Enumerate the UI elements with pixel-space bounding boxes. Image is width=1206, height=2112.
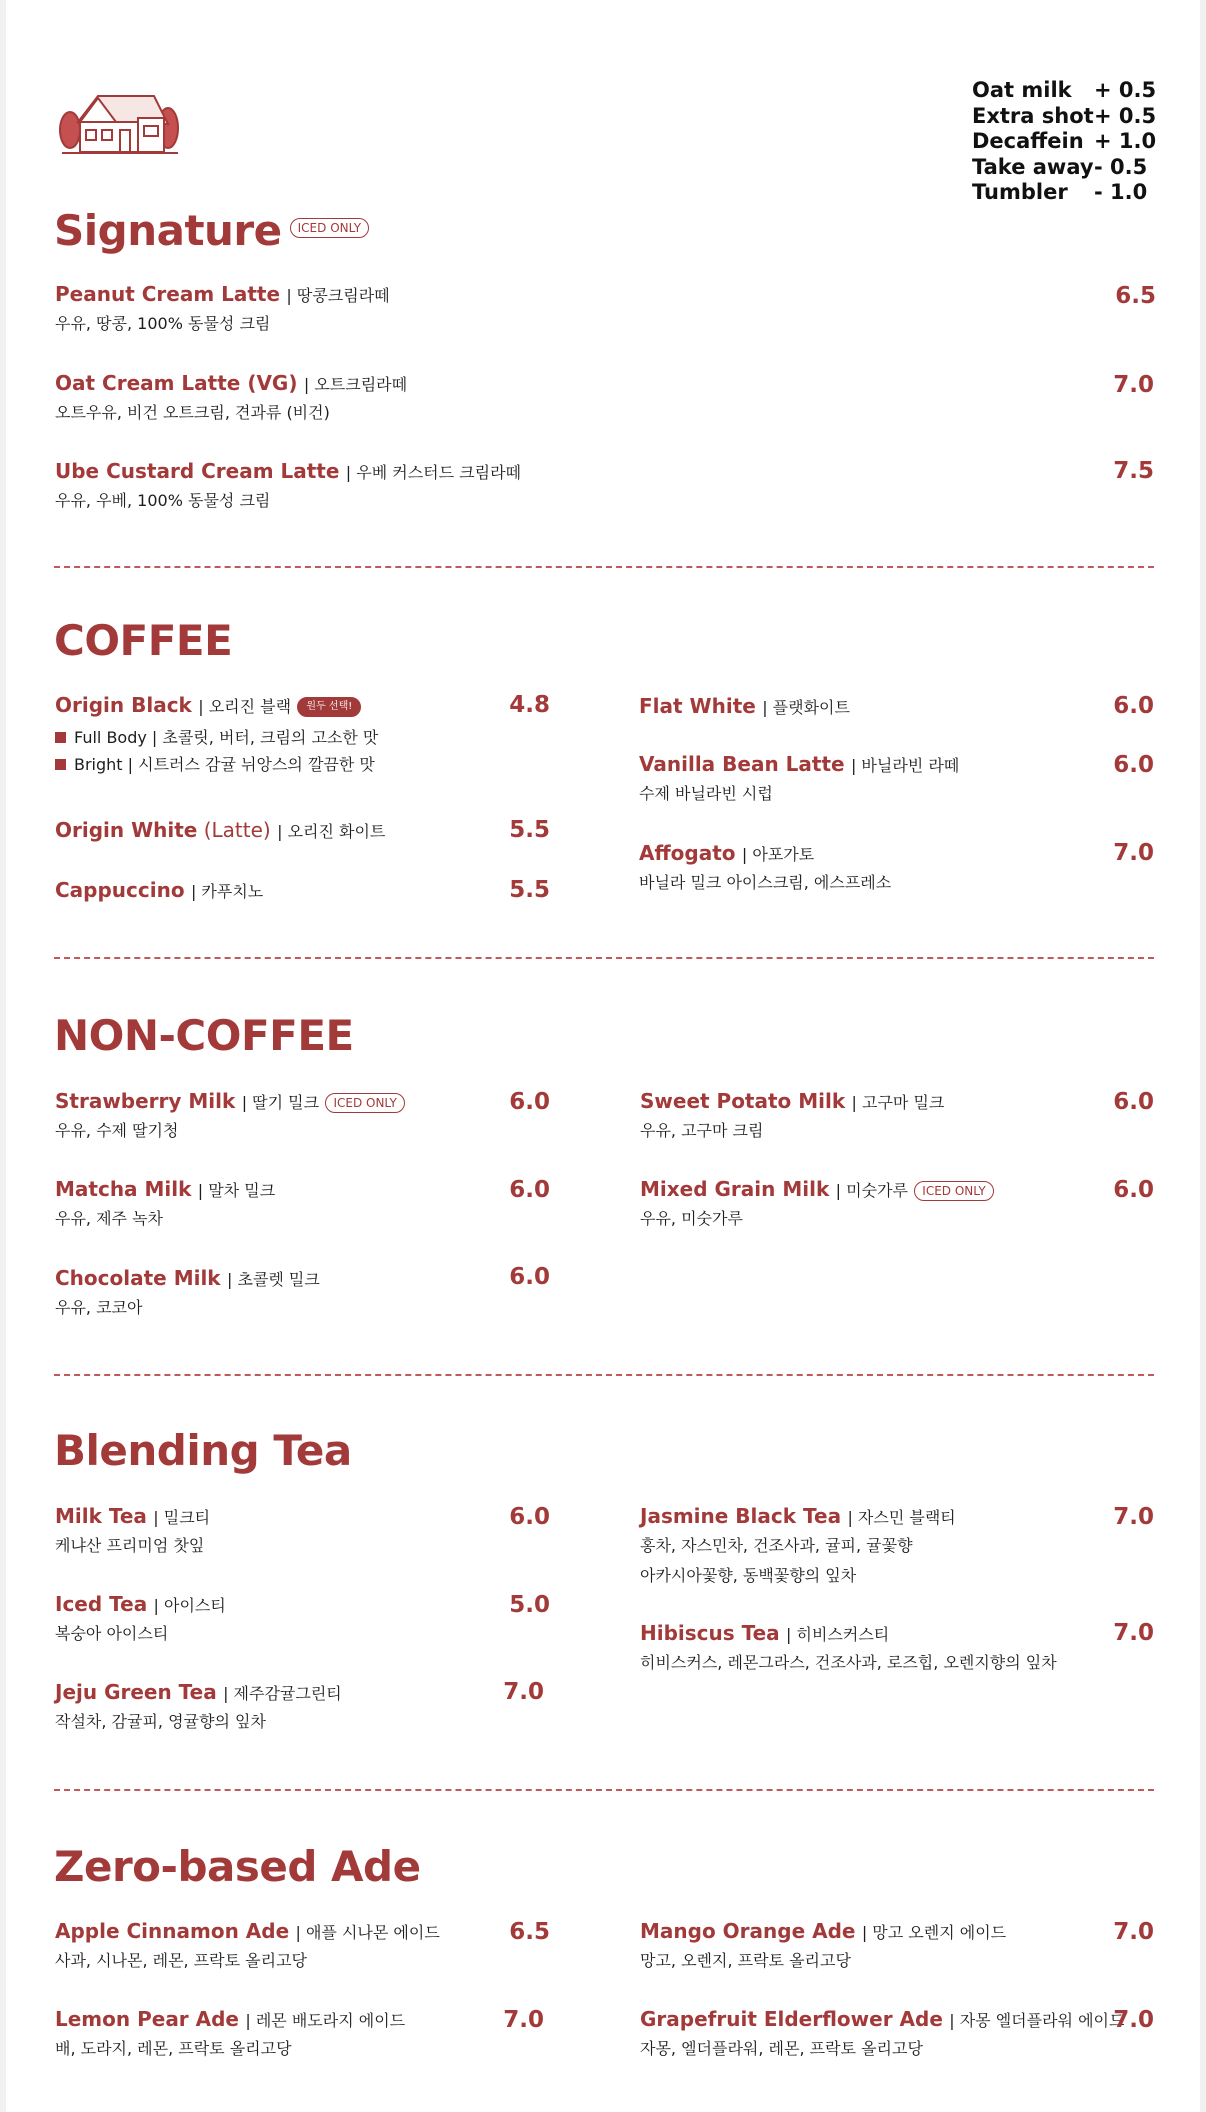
item-price: 5.5 — [509, 817, 550, 843]
menu-item: Affogato | 아포가토 바닐라 밀크 아이스크림, 에스프레소 — [639, 841, 892, 892]
item-price: 6.0 — [1113, 752, 1154, 778]
menu-item: Iced Tea | 아이스티 복숭아 아이스티 — [55, 1592, 226, 1643]
menu-item: Grapefruit Elderflower Ade | 자몽 엘더플라워 에이드 자몽, 엘더플라워, 레몬, 프락토 올리고당 — [640, 2007, 1125, 2058]
section-divider — [54, 1789, 1154, 1791]
item-price: 7.0 — [1113, 1620, 1154, 1646]
item-price: 7.0 — [1113, 1504, 1154, 1530]
section-title-tea: Blending Tea — [54, 1426, 352, 1475]
extras-list — [972, 78, 1160, 206]
item-price: 4.8 — [509, 692, 550, 718]
menu-item: Lemon Pear Ade | 레몬 배도라지 에이드 배, 도라지, 레몬, 프락토 올리고당 — [55, 2007, 406, 2058]
item-price: 5.0 — [509, 1592, 550, 1618]
menu-item: Ube Custard Cream Latte | 우베 커스터드 크림라떼 우유, 우베, 100% 동물성 크림 — [55, 459, 522, 510]
item-price: 6.0 — [509, 1177, 550, 1203]
item-price: 7.0 — [1113, 840, 1154, 866]
bullet-square-icon — [55, 732, 66, 743]
section-divider — [54, 1374, 1154, 1376]
menu-item: Milk Tea | 밀크티 케냐산 프리미엄 찻잎 — [55, 1504, 211, 1555]
section-divider — [54, 957, 1154, 959]
item-price: 7.5 — [1113, 458, 1154, 484]
bean-select-badge: 원두 선택! — [297, 697, 361, 717]
menu-item: Jasmine Black Tea | 자스민 블랙티 홍차, 자스민차, 건조사과, 귤피, 귤꽃향 아카시아꽃향, 동백꽃향의 잎차 — [640, 1504, 956, 1585]
item-price: 7.0 — [1113, 2007, 1154, 2033]
item-price: 6.0 — [1113, 1089, 1154, 1115]
menu-item: Flat White | 플랫화이트 — [639, 694, 850, 718]
iced-only-badge: ICED ONLY — [325, 1093, 404, 1113]
iced-only-badge: ICED ONLY — [290, 218, 369, 238]
bullet-item: Full Body | 초콜릿, 버터, 크림의 고소한 맛 — [55, 724, 378, 751]
item-price: 6.5 — [1115, 283, 1156, 309]
menu-page — [6, 0, 1200, 2112]
item-price: 7.0 — [1113, 372, 1154, 398]
menu-item: Jeju Green Tea | 제주감귤그린티 작설차, 감귤피, 영귤향의 잎차 — [55, 1680, 342, 1731]
menu-item: Cappuccino | 카푸치노 — [55, 878, 264, 902]
bullet-item: Bright | 시트러스 감귤 뉘앙스의 깔끔한 맛 — [55, 751, 378, 778]
menu-item: Origin White (Latte) | 오리진 화이트 — [55, 818, 386, 842]
extra-row: Extra shot + 0.5 — [972, 103, 1157, 128]
extra-row: Decaffein + 1.0 — [972, 129, 1157, 153]
bullet-square-icon — [55, 759, 66, 770]
menu-item: Chocolate Milk | 초콜렛 밀크 우유, 코코아 — [55, 1266, 320, 1317]
menu-item: Mango Orange Ade | 망고 오렌지 에이드 망고, 오렌지, 프락토 올리고당 — [640, 1919, 1007, 1970]
iced-only-badge: ICED ONLY — [914, 1181, 993, 1201]
section-title-ade: Zero-based Ade — [54, 1842, 421, 1891]
item-price: 6.0 — [1113, 1177, 1154, 1203]
menu-item: Mixed Grain Milk | 미숫가루 ICED ONLY 우유, 미숫가루 — [640, 1176, 994, 1234]
menu-item: Strawberry Milk | 딸기 밀크 ICED ONLY 우유, 수제 딸기청 — [55, 1088, 405, 1146]
item-price: 6.5 — [509, 1919, 550, 1945]
item-price: 7.0 — [503, 1679, 544, 1705]
menu-item: Matcha Milk | 말차 밀크 우유, 제주 녹차 — [55, 1177, 276, 1228]
menu-item: Sweet Potato Milk | 고구마 밀크 우유, 고구마 크림 — [640, 1089, 945, 1140]
section-title-coffee: COFFEE — [54, 616, 233, 665]
section-title-signature: Signature ICED ONLY — [54, 206, 369, 256]
item-price: 7.0 — [503, 2007, 544, 2033]
menu-item: Hibiscus Tea | 히비스커스티 히비스커스, 레몬그라스, 건조사과, 로즈힙, 오렌지향의 잎차 — [640, 1621, 1057, 1672]
section-title-noncoffee: NON-COFFEE — [54, 1011, 354, 1060]
extra-row: Oat milk + 0.5 — [972, 78, 1157, 102]
item-price: 6.0 — [509, 1264, 550, 1290]
menu-item: Peanut Cream Latte | 땅콩크림라떼 우유, 땅콩, 100% 동물성 크림 — [55, 282, 390, 333]
section-divider — [54, 566, 1154, 568]
menu-item: Apple Cinnamon Ade | 애플 시나몬 에이드 사과, 시나몬, 레몬, 프락토 올리고당 — [55, 1919, 440, 1970]
item-price: 6.0 — [1113, 693, 1154, 719]
menu-item: Origin Black | 오리진 블랙 원두 선택! Full Body | 초콜릿, 버터, 크림의 고소한 맛 Bright | 시트러스 감귤 뉘앙스의 깔끔한 맛 — [55, 692, 378, 778]
menu-item: Oat Cream Latte (VG) | 오트크림라떼 오트우유, 비건 오트크림, 견과류 (비건) — [55, 371, 408, 422]
house-logo-icon — [56, 90, 182, 156]
item-price: 5.5 — [509, 877, 550, 903]
item-price: 6.0 — [509, 1504, 550, 1530]
extra-row: Take away - 0.5 — [972, 154, 1148, 179]
item-price: 7.0 — [1113, 1919, 1154, 1945]
extra-row: Tumbler - 1.0 — [972, 180, 1148, 204]
menu-item: Vanilla Bean Latte | 바닐라빈 라떼 수제 바닐라빈 시럽 — [639, 752, 960, 803]
item-price: 6.0 — [509, 1089, 550, 1115]
